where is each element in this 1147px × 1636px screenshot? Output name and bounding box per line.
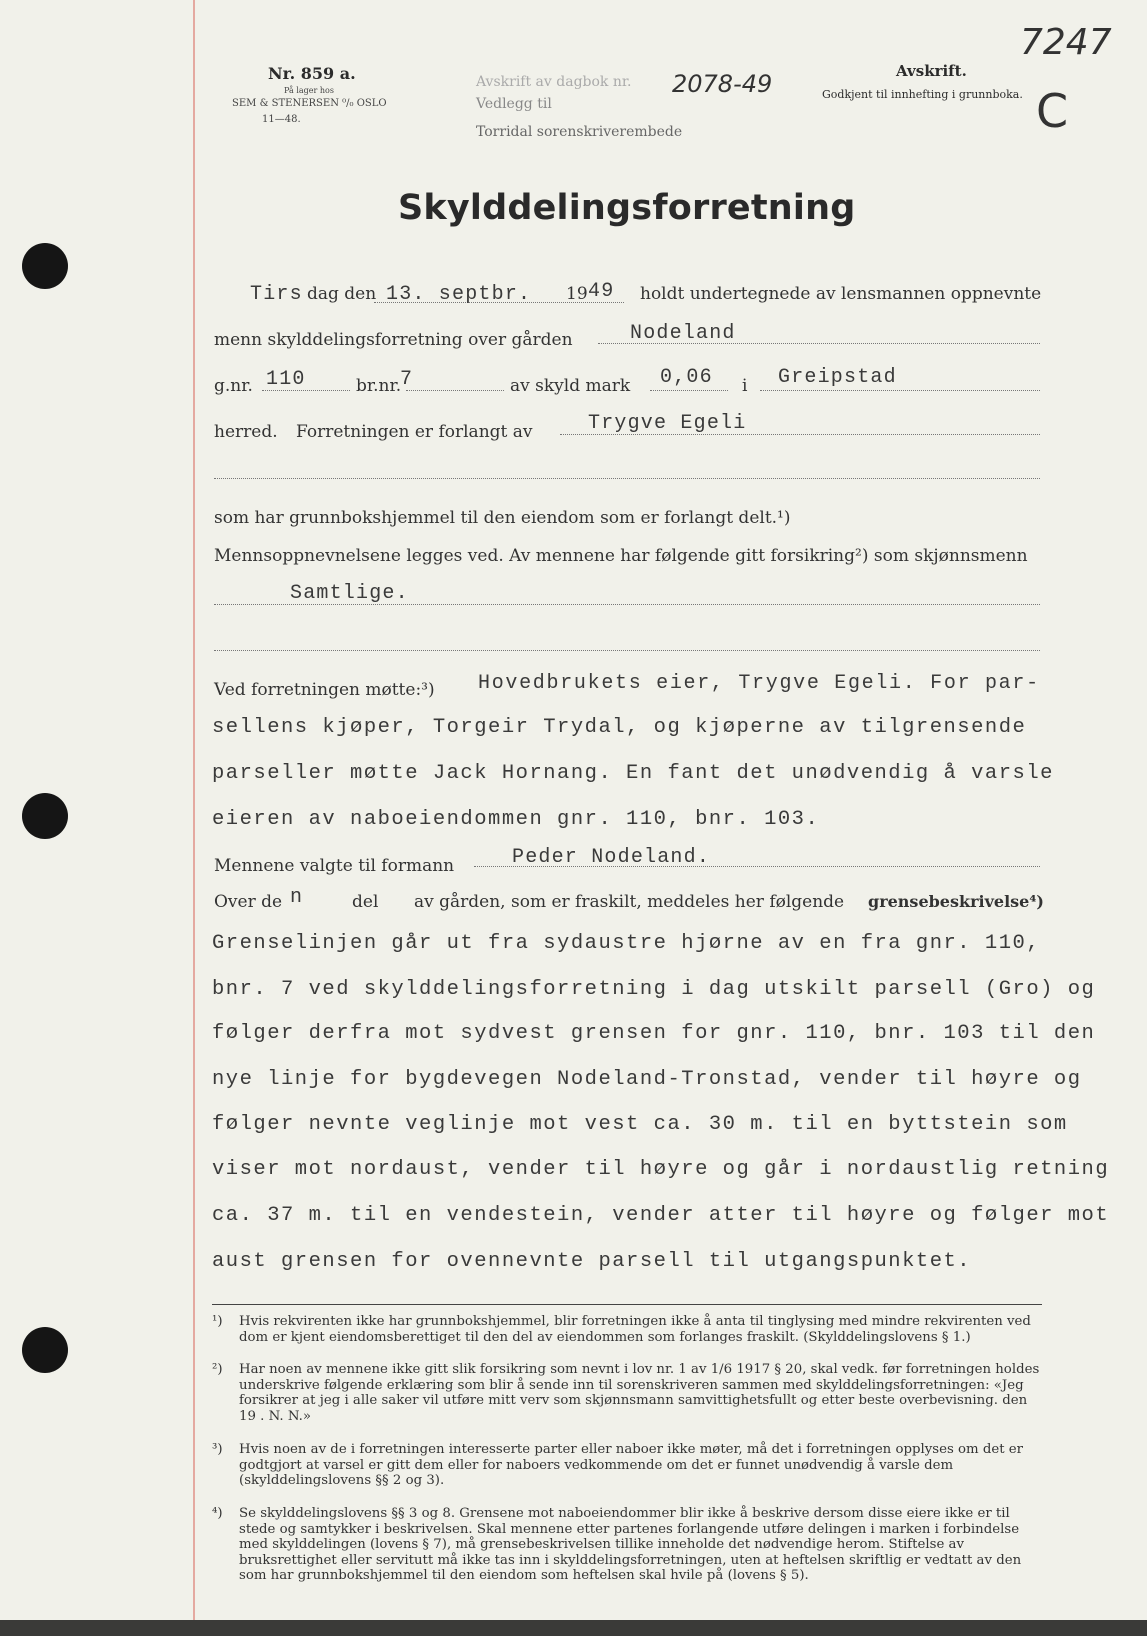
year-prefix: 19 <box>566 284 588 304</box>
publisher-note: På lager hos <box>284 86 334 95</box>
attachment-label: Vedlegg til <box>476 96 552 112</box>
page-title: Skylddelingsforretning <box>398 188 856 228</box>
footnote-text: Har noen av mennene ikke gitt slik forsikring som nevnt i lov nr. 1 av 1/6 1917 § 20, skal vedk. før forretningen holdes underskrive følgende erklæring som blir å sende inn til sorenskriveren sammen med skylddelingsforretningen: «Jeg forsikrer at jeg i alle saker vil utføre mitt verv som skjønnsmann samvittighetsfullt og etter beste overbevisning. den 19 . N. N.» <box>239 1362 1040 1424</box>
assurance-line-2 <box>214 650 1040 651</box>
attendance-line: sellens kjøper, Torgeir Trydal, og kjøperne av tilgrensende <box>212 716 1027 739</box>
form-number: Nr. 859 a. <box>268 64 356 83</box>
boundary-line: følger nevnte veglinje mot vest ca. 30 m. til en byttstein som <box>212 1113 1068 1136</box>
boundary-line: bnr. 7 ved skylddelingsforretning i dag utskilt parsell (Gro) og <box>212 978 1096 1001</box>
herred-label: herred. <box>214 422 278 442</box>
over-hand: n <box>290 886 304 909</box>
footnote-text: Hvis rekvirenten ikke har grunnbokshjemmel, blir forretningen ikke å anta til tinglysing med mindre rekvirenten ved dom er kjent eiendomsberettiget til den del av eiendommen som forlanges fraskilt. (Skylddelingslovens § 1.) <box>239 1314 1031 1345</box>
print-date: 11—48. <box>262 114 301 125</box>
gnr-value: 110 <box>266 368 306 391</box>
bnr-label: br.nr. <box>356 376 402 396</box>
bnr-line <box>406 390 504 391</box>
skyld-line <box>650 390 728 391</box>
herred-name: Greipstad <box>778 366 897 389</box>
bnr-value: 7 <box>400 368 414 391</box>
footnote-mark: ¹) <box>212 1314 223 1329</box>
appoint-text: Mennsoppnevnelsene legges ved. Av mennene har følgende gitt forsikring²) som skjønnsmenn <box>214 546 1028 566</box>
margin-rule <box>193 0 195 1620</box>
footnote-text: Hvis noen av de i forretningen interesserte parter eller naboer ikke møter, må det i forretningen opplyses om det er godtgjort at varsel er gitt dem eller for naboers vedkommende om det er funnet unødvendig å varsle dem (skylddelingslovens §§ 2 og 3). <box>239 1442 1024 1489</box>
gnr-label: g.nr. <box>214 376 253 396</box>
over-text: av gården, som er fraskilt, meddeles her følgende <box>414 892 845 912</box>
approval-text: Godkjent til innhefting i grunnboka. <box>822 88 1023 101</box>
date-value: 13. septbr. <box>386 283 532 306</box>
boundary-line: følger derfra mot sydvest grensen for gnr. 110, bnr. 103 til den <box>212 1022 1096 1045</box>
attendance-line: parseller møtte Jack Hornang. En fant det unødvendig å varsle <box>212 762 1054 785</box>
boundary-line: aust grensen for ovennevnte parsell til utgangspunktet. <box>212 1250 972 1273</box>
footnote-mark: ³) <box>212 1442 223 1457</box>
blank-line <box>214 478 1040 479</box>
chairman-value: Peder Nodeland. <box>512 846 711 869</box>
requested-label: Forretningen er forlangt av <box>296 422 533 442</box>
publisher: SEM & STENERSEN ⁰/₀ OSLO <box>232 98 387 109</box>
binder-hole-top <box>22 243 68 289</box>
day-label: dag den <box>307 284 377 304</box>
assurance-line <box>214 604 1040 605</box>
attendance-line: Hovedbrukets eier, Trygve Egeli. For par- <box>478 672 1040 695</box>
boundary-line: Grenselinjen går ut fra sydaustre hjørne av en fra gnr. 110, <box>212 932 1041 955</box>
year-value: 49 <box>588 280 615 303</box>
footnote-2 <box>212 1362 1042 1424</box>
footnote-rule <box>212 1304 1042 1305</box>
footnote-3 <box>212 1442 1042 1489</box>
office-name: Torridal sorenskriverembede <box>476 124 683 140</box>
day-prefix: Tirs <box>250 283 303 306</box>
deed-text: som har grunnbokshjemmel til den eiendom som er forlangt delt.¹) <box>214 508 791 528</box>
boundary-line: nye linje for bygdevegen Nodeland-Tronstad, vender til høyre og <box>212 1068 1082 1091</box>
boundary-label: grensebeskrivelse⁴) <box>868 892 1044 911</box>
initial: C <box>1036 84 1069 138</box>
binder-hole-bottom <box>22 1327 68 1373</box>
footnote-mark: ²) <box>212 1362 223 1377</box>
in-label: i <box>742 376 748 396</box>
boundary-line: viser mot nordaust, vender til høyre og går i nordaustlig retning <box>212 1158 1110 1181</box>
boundary-line: ca. 37 m. til en vendestein, vender atter til høyre og følger mot <box>212 1204 1110 1227</box>
farm-value: Nodeland <box>630 322 736 345</box>
attendance-line: eieren av naboeiendommen gnr. 110, bnr. 103. <box>212 808 820 831</box>
footnote-text: Se skylddelingslovens §§ 3 og 8. Grensene mot naboeiendommer blir ikke å beskrive dersom disse eiere ikke er til stede og samtykker i beskrivelsen. Skal mennene etter partenes forlangende utføre delingen i marken i forbindelse med skylddelingen (lovens § 7), må grensebeskrivelsen tillike inneholde det nødvendige herom. Stiftelse av bruksrettighet eller servitutt må ikke tas inn i skylddelingsforretningen, uten at heftelsen skriftlig er vedtatt av den som har grunnbokshjemmel til den eiendom som heftelsen skal hvile på (lovens § 5). <box>239 1506 1022 1584</box>
men-text: menn skylddelingsforretning over gården <box>214 330 573 350</box>
page-number: 7247 <box>1020 22 1112 63</box>
case-number: 2078-49 <box>672 70 773 98</box>
copy-label-faded: Avskrift av dagbok nr. <box>476 74 632 90</box>
skyld-value: 0,06 <box>660 366 713 389</box>
attendance-label: Ved forretningen møtte:³) <box>214 680 435 700</box>
footnote-4 <box>212 1506 1042 1584</box>
held-text: holdt undertegnede av lensmannen oppnevnte <box>640 284 1042 304</box>
del-label: del <box>352 892 379 912</box>
over-label: Over de <box>214 892 283 912</box>
footnote-1 <box>212 1314 1042 1345</box>
binder-hole-middle <box>22 793 68 839</box>
copy-label: Avskrift. <box>896 62 967 80</box>
herred-line <box>760 390 1040 391</box>
chairman-label: Mennene valgte til formann <box>214 856 455 876</box>
requested-by: Trygve Egeli <box>588 412 747 435</box>
assurance-given-by: Samtlige. <box>290 582 409 605</box>
skyld-label: av skyld mark <box>510 376 631 396</box>
footnote-mark: ⁴) <box>212 1506 223 1521</box>
